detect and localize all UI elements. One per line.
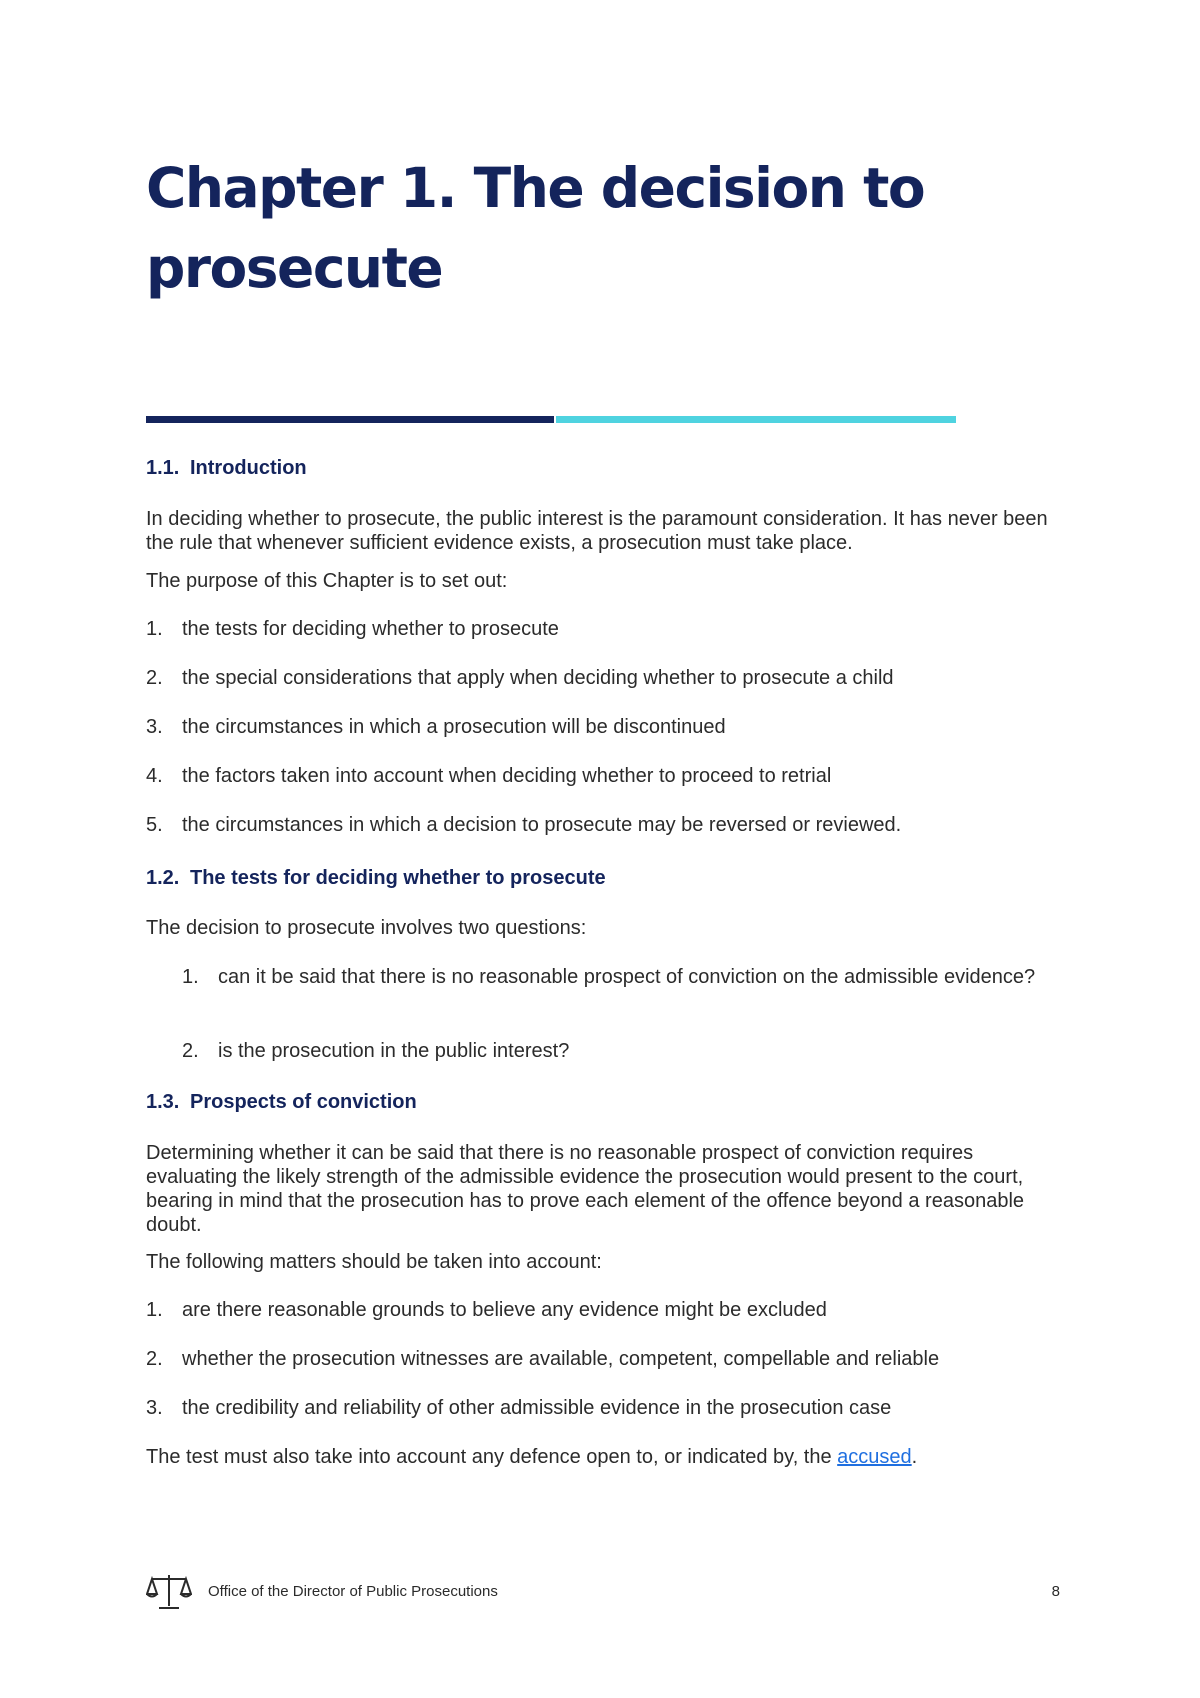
section-number: 1.1. <box>146 457 180 479</box>
list-text: are there reasonable grounds to believe any evidence might be excluded <box>182 1299 827 1321</box>
closing-text: The test must also take into account any defence open to, or indicated by, the <box>146 1446 838 1468</box>
list-text: the tests for deciding whether to prosecute <box>182 618 559 640</box>
list-text: whether the prosecution witnesses are available, competent, compellable and reliable <box>182 1348 940 1370</box>
page-footer <box>146 1572 1060 1612</box>
list-text: the factors taken into account when deciding whether to proceed to retrial <box>182 765 832 787</box>
section-heading-introduction <box>146 457 307 480</box>
list-number: 2. <box>182 1040 199 1062</box>
list-number: 2. <box>146 667 163 689</box>
list-number: 5. <box>146 814 163 836</box>
section-title: The tests for deciding whether to prosecute <box>190 867 606 889</box>
section-number: 1.2. <box>146 867 180 889</box>
chapter-title: Chapter 1. The decision to prosecute <box>146 156 925 300</box>
title-rule-teal <box>556 416 956 423</box>
list-number: 2. <box>146 1348 163 1370</box>
list-number: 4. <box>146 765 163 787</box>
list-number: 1. <box>146 618 163 640</box>
list-number: 1. <box>182 966 199 988</box>
section-heading-tests <box>146 867 606 890</box>
section-number: 1.3. <box>146 1091 180 1113</box>
list-number: 1. <box>146 1299 163 1321</box>
paragraph: Determining whether it can be said that there is no reasonable prospect of conviction requires evaluating the likely strength of the admissible evidence the prosecution would present to the court, bearing in mind that the prosecution has to prove each element of the offence beyond a reasonable doubt. <box>146 1142 1025 1236</box>
paragraph: The decision to prosecute involves two questions: <box>146 917 587 939</box>
closing-period: . <box>911 1446 918 1468</box>
list-text: the special considerations that apply when deciding whether to prosecute a child <box>182 667 894 689</box>
accused-link[interactable]: accused <box>837 1446 912 1468</box>
list-text: can it be said that there is no reasonable prospect of conviction on the admissible evidence? <box>218 966 1036 988</box>
list-number: 3. <box>146 716 163 738</box>
paragraph: In deciding whether to prosecute, the public interest is the paramount consideration. It has never been the rule that whenever sufficient evidence exists, a prosecution must take place. <box>146 508 1048 554</box>
list-text: the circumstances in which a decision to prosecute may be reversed or reviewed. <box>182 814 902 836</box>
section-title: Prospects of conviction <box>190 1091 417 1113</box>
section-heading-prospects <box>146 1091 417 1114</box>
paragraph: The following matters should be taken into account: <box>146 1251 602 1273</box>
page-number: 8 <box>1051 1583 1060 1600</box>
section-title: Introduction <box>190 457 307 479</box>
closing-paragraph <box>146 1445 1066 1469</box>
paragraph: The purpose of this Chapter is to set out: <box>146 570 508 592</box>
scales-of-justice-icon <box>146 1572 192 1612</box>
list-number: 3. <box>146 1397 163 1419</box>
list-text: is the prosecution in the public interest? <box>218 1040 570 1062</box>
list-text: the credibility and reliability of other admissible evidence in the prosecution case <box>182 1397 892 1419</box>
title-rule-dark <box>146 416 554 423</box>
list-text: the circumstances in which a prosecution will be discontinued <box>182 716 726 738</box>
footer-organization: Office of the Director of Public Prosecutions <box>208 1583 498 1600</box>
